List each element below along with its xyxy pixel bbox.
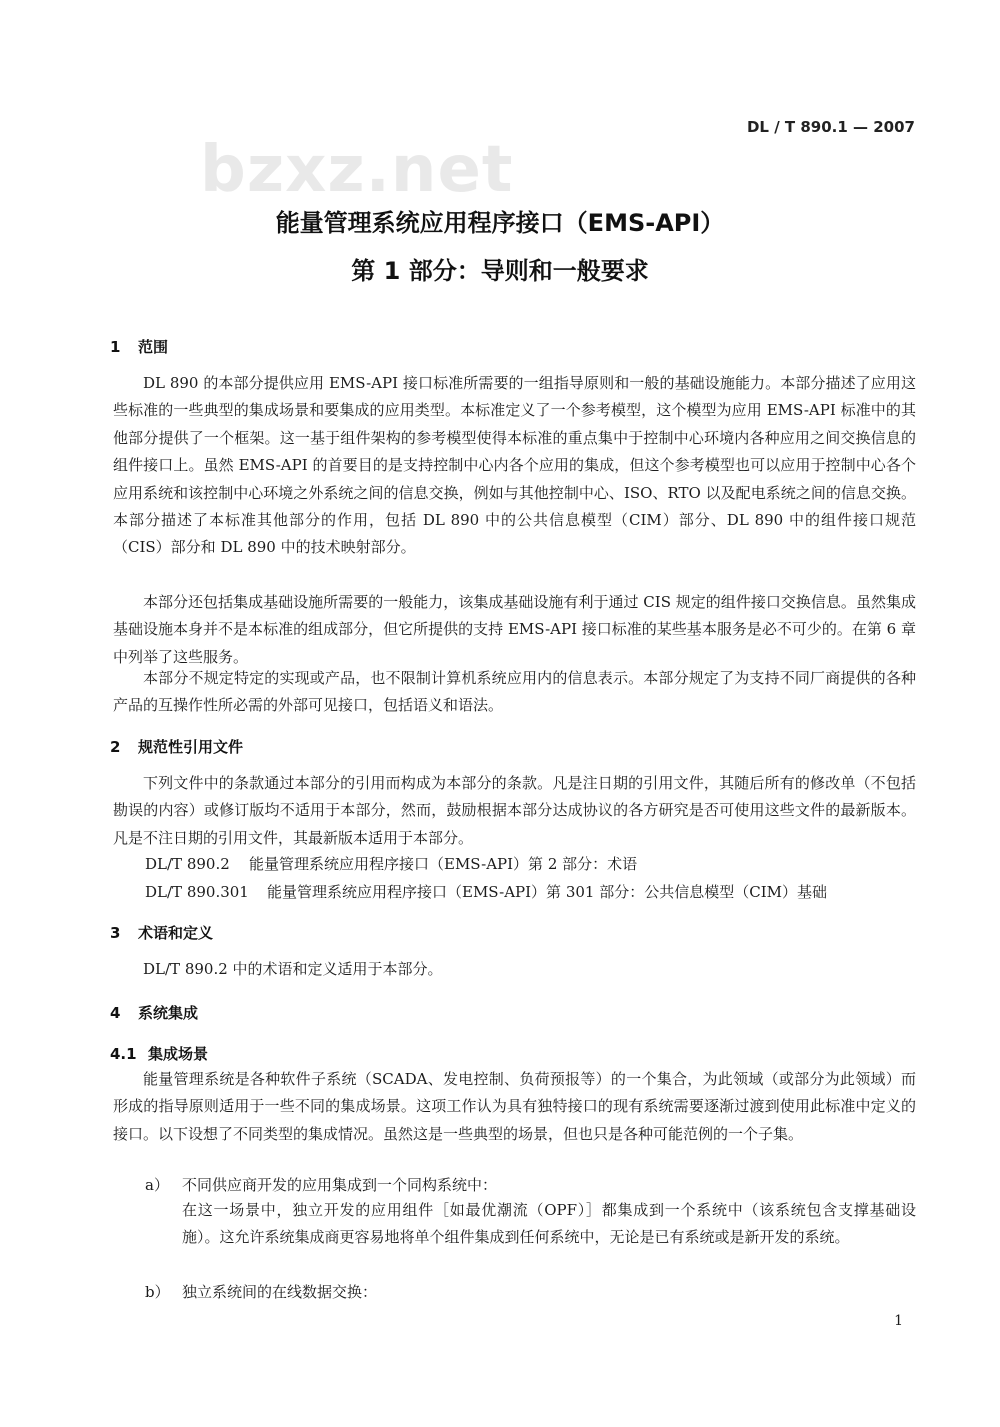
section-3-paragraph: DL/T 890.2 中的术语和定义适用于本部分。 (143, 960, 443, 978)
watermark: bzxz.net (200, 133, 514, 207)
section-4-heading (110, 1002, 198, 1023)
section-number: 4 (110, 1004, 121, 1022)
reference-title: 能量管理系统应用程序接口（EMS-API）第 2 部分：术语 (249, 855, 638, 873)
reference-title: 能量管理系统应用程序接口（EMS-API）第 301 部分：公共信息模型（CIM）基础 (267, 883, 827, 901)
list-item-body: 在这一场景中，独立开发的应用组件［如最优潮流（OPF）］都集成到一个系统中（该系统包含支撑基础设施）。这允许系统集成商更容易地将单个组件集成到任何系统中，无论是已有系统或是新开发的系统。 (182, 1201, 916, 1247)
document-code: DL / T 890.1 — 2007 (746, 118, 915, 136)
list-item-text: 独立系统间的在线数据交换： (182, 1283, 378, 1301)
section-3-heading (110, 922, 213, 943)
subsection-title: 集成场景 (148, 1045, 209, 1063)
normative-reference (145, 880, 827, 904)
list-item-text: 不同供应商开发的应用集成到一个同构系统中： (182, 1176, 498, 1194)
section-title: 术语和定义 (138, 924, 214, 942)
list-item-label: a） (145, 1176, 169, 1194)
section-1-heading (110, 336, 168, 357)
reference-code: DL/T 890.2 (145, 855, 230, 873)
section-1-paragraph-3: 本部分不规定特定的实现或产品，也不限制计算机系统应用内的信息表示。本部分规定了为支持不同厂商提供的各种产品的互操作性所必需的外部可见接口，包括语义和语法。 (113, 669, 916, 715)
page-number: 1 (894, 1313, 903, 1329)
document-title: 能量管理系统应用程序接口（EMS-API） (275, 209, 725, 237)
subsection-4-1-heading (110, 1043, 208, 1064)
section-1-paragraph-1: DL 890 的本部分提供应用 EMS-API 接口标准所需要的一组指导原则和一般的基础设施能力。本部分描述了应用这些标准的一些典型的集成场景和要集成的应用类型。本标准定义了一个参考模型，这个模型为应用 EMS-API 标准中的其他部分提供了一个框架。这一基于组件架构的参考模型使得本标准的重点集中于控制中心环境内各种应用之间交换信息的组件接口上。虽然 EMS-API 的首要目的是支持控制中心内各个应用的集成，但这个参考模型也可以应用于控制中心各个应用系统和该控制中心环境之外系统之间的信息交换，例如与其他控制中心、ISO、RTO 以及配电系统之间的信息交换。本部分描述了本标准其他部分的作用，包括 DL 890 中的公共信息模型（CIM）部分、DL 890 中的组件接口规范（CIS）部分和 DL 890 中的技术映射部分。 (113, 374, 916, 557)
subsection-number: 4.1 (110, 1045, 137, 1063)
section-title: 系统集成 (138, 1004, 199, 1022)
list-item-label: b） (145, 1283, 170, 1301)
document-subtitle: 第 1 部分：导则和一般要求 (351, 257, 649, 285)
section-2-heading (110, 736, 243, 757)
section-title: 规范性引用文件 (138, 738, 244, 756)
section-number: 1 (110, 338, 121, 356)
section-1-paragraph-2: 本部分还包括集成基础设施所需要的一般能力，该集成基础设施有利于通过 CIS 规定的组件接口交换信息。虽然集成基础设施本身并不是本标准的组成部分，但它所提供的支持 EMS-API 接口标准的某些基本服务是必不可少的。在第 6 章中列举了这些服务。 (113, 593, 916, 666)
reference-code: DL/T 890.301 (145, 883, 249, 901)
subsection-4-1-paragraph: 能量管理系统是各种软件子系统（SCADA、发电控制、负荷预报等）的一个集合，为此领域（或部分为此领域）而形成的指导原则适用于一些不同的集成场景。这项工作认为具有独特接口的现有系统需要逐渐过渡到使用此标准中定义的接口。以下设想了不同类型的集成情况。虽然这是一些典型的场景，但也只是各种可能范例的一个子集。 (113, 1070, 916, 1143)
normative-reference (145, 852, 637, 876)
section-number: 2 (110, 738, 121, 756)
section-number: 3 (110, 924, 121, 942)
section-2-paragraph: 下列文件中的条款通过本部分的引用而构成为本部分的条款。凡是注日期的引用文件，其随后所有的修改单（不包括勘误的内容）或修订版均不适用于本部分，然而，鼓励根据本部分达成协议的各方研究是否可使用这些文件的最新版本。凡是不注日期的引用文件，其最新版本适用于本部分。 (113, 774, 916, 847)
section-title: 范围 (138, 338, 169, 356)
